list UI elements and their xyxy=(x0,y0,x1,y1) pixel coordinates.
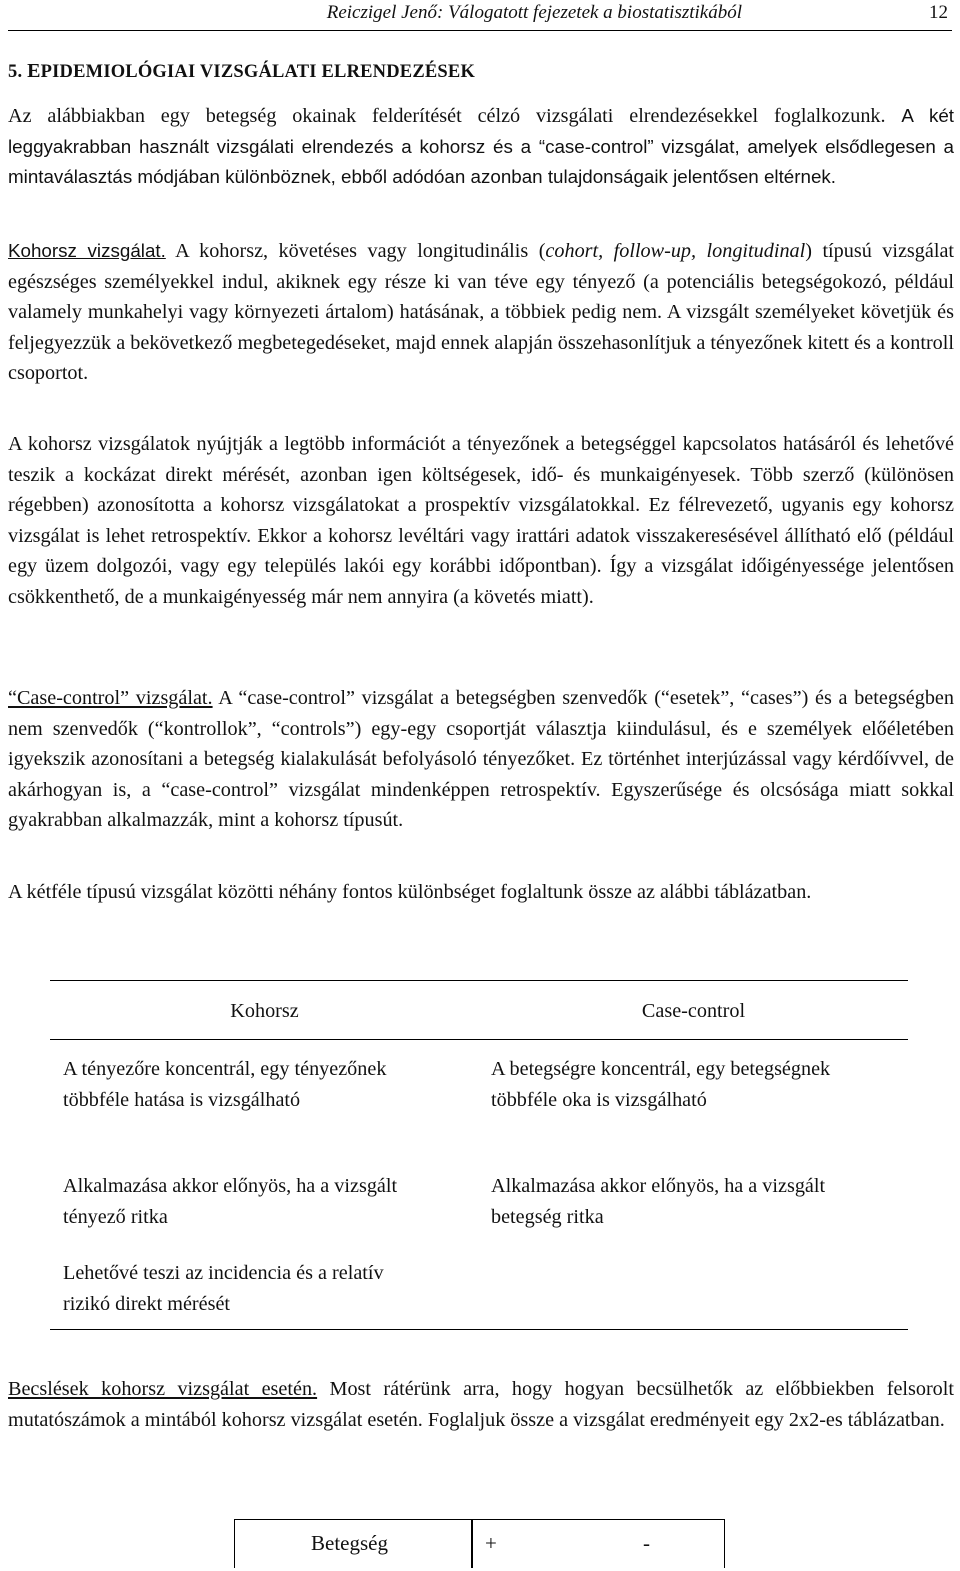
case-control-paragraph xyxy=(8,683,954,836)
page-number: 12 xyxy=(929,2,948,23)
cohort-paragraph xyxy=(8,236,954,389)
running-title: Reiczigel Jenő: Válogatott fejezetek a biostatisztikából xyxy=(326,2,742,23)
comparison-table xyxy=(50,980,908,1330)
section-title-initial: E xyxy=(27,60,41,82)
table-cell: A betegségre koncentrál, egy betegségnek többféle oka is vizsgálható xyxy=(491,1058,831,1111)
header-case-control: Case-control xyxy=(641,1000,746,1022)
cohort-paragraph-2: A kohorsz vizsgálatok nyújtják a legtöbb információt a tényezőnek a betegséggel kapcsolatos hatásáról és lehetővé teszik a kockázat direkt mérését, azonban igen költségesek, idő- és munkaigényesek. Több szerző (különösen régebben) azonosította a kohorsz vizsgálatokat a prospektív vizsgálatokkal. Ez félrevezető, ugyanis egy kohorsz vizsgálat is lehet retrospektív. Ekkor a kohorsz levéltári vagy irattári adatok visszakeresésével állítható elő (például egy üzem dolgozói, vagy egy település lakói egy korábbi időpontban). Így a vizsgálat időigényessége jelentősen csökkenthető, de a munkaigényesség már nem annyira (a követés miatt). xyxy=(8,433,954,608)
intro-paragraph xyxy=(8,101,954,193)
disease-negative-header: - xyxy=(643,1531,650,1555)
table-cell: A tényezőre koncentrál, egy tényezőnek többféle hatása is vizsgálható xyxy=(63,1058,387,1111)
comparison-table-header xyxy=(50,981,908,1040)
cohort-italic-terms: cohort, follow-up, longitudinal xyxy=(545,240,806,262)
section-heading xyxy=(8,60,475,83)
table-divider xyxy=(471,1520,473,1568)
section-number: 5. xyxy=(8,62,23,82)
estimation-text: Most rátérünk arra, hogy hogyan becsülhetők az előbbiekben felsorolt mutatószámok a mintából kohorsz vizsgálat esetén. Foglaljuk össze a vizsgálat eredményeit egy 2x2-es táblázatban. xyxy=(8,1378,954,1431)
running-header xyxy=(8,0,952,31)
cohort-text-b: ) típusú vizsgálat egészséges személyekkel indul, akiknek egy része ki van téve egy tényező (a potenciális betegségokozó, például valamely munkahelyi vagy környezeti ártalom) hatásának, a többiek pedig nem. A vizsgált személyeket követjük és feljegyezzük a bekövetkező megbetegedéseket, majd ennek alapján összehasonlítjuk a tényezőnek kitett és a kontroll csoportot. xyxy=(8,240,955,384)
case-control-text: A “case-control” vizsgálat a betegségben szenvedők (“esetek”, “cases”) és a betegségben nem szenvedők (“kontrollok”, “controls”) egy-egy csoportját választja kiindulásul, és e személyek előéletében igyekszik azonosítani a betegség kialakulását befolyásoló tényezőket. Ez történhet interjúzással vagy kérdőívvel, de akárhogyan is, a “case-control” vizsgálat mindenképpen retrospektív. Egyszerűsége és olcsósága miatt sokkal gyakrabban alkalmazzák, mint a kohorsz típusút. xyxy=(8,687,954,831)
table-cell: Lehetővé teszi az incidencia és a relatív rizikó direkt mérését xyxy=(63,1262,384,1315)
intro-serif-text: Az alábbiakban egy betegség okainak felderítését célzó vizsgálati elrendezésekkel foglalkozunk. xyxy=(8,105,886,127)
contingency-table xyxy=(234,1519,725,1568)
estimation-paragraph xyxy=(8,1374,954,1435)
estimation-heading: Becslések kohorsz vizsgálat esetén. xyxy=(8,1378,318,1400)
cohort-heading: Kohorsz vizsgálat. xyxy=(8,240,166,261)
cohort-text-a: A kohorsz, követéses vagy longitudinális ( xyxy=(165,240,546,262)
disease-header-label: Betegség xyxy=(311,1531,388,1555)
case-control-heading: “Case-control” vizsgálat. xyxy=(8,687,213,709)
summary-paragraph: A kétféle típusú vizsgálat közötti néhány fontos különbséget foglaltunk össze az alábbi táblázatban. xyxy=(8,881,812,903)
section-title-rest: PIDEMIOLÓGIAI VIZSGÁLATI ELRENDEZÉSEK xyxy=(40,62,476,82)
table-cell: Alkalmazása akkor előnyös, ha a vizsgált betegség ritka xyxy=(491,1175,826,1228)
intro-sans-text: A két leggyakrabban használt vizsgálati elrendezés a kohorsz és a “case-control” vizsgálat, amelyek elsődlegesen a mintaválasztás módjában különböznek, ebből adódóan azonban tulajdonságaik jelentősen eltérnek. xyxy=(8,105,954,187)
table-cell: Alkalmazása akkor előnyös, ha a vizsgált tényező ritka xyxy=(63,1175,398,1228)
header-cohort: Kohorsz xyxy=(230,1000,299,1022)
disease-positive-header: + xyxy=(485,1531,497,1555)
